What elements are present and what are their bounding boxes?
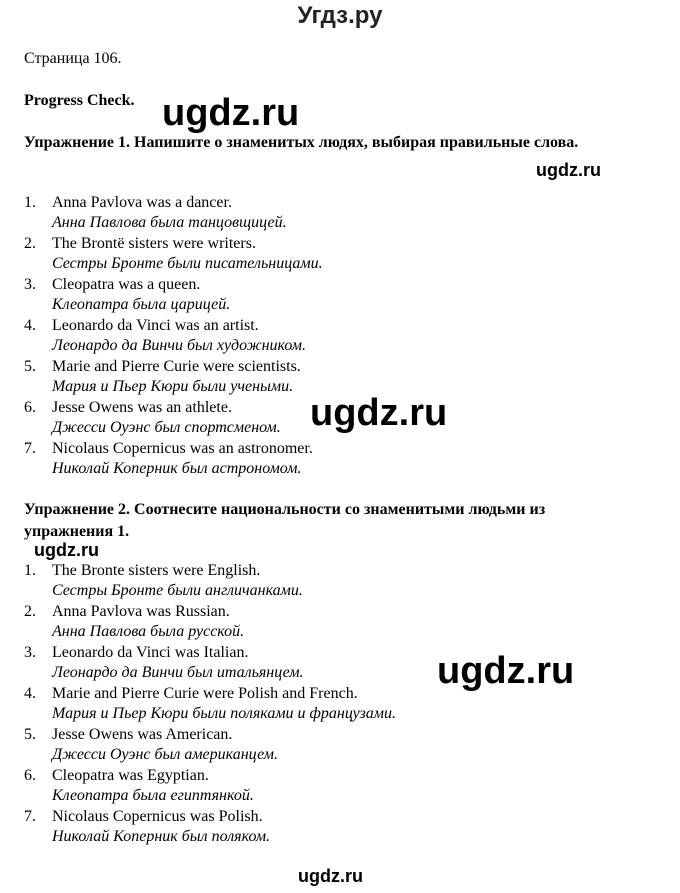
list-item: [24, 316, 584, 357]
item-number: 2.: [24, 235, 36, 252]
english-sentence: Jesse Owens was an athlete.: [52, 399, 232, 416]
item-number: 5.: [24, 358, 36, 375]
russian-translation: Леонардо да Винчи был художником.: [52, 337, 306, 354]
english-sentence: Cleopatra was a queen.: [52, 276, 201, 293]
watermark: ugdz.ru: [34, 540, 99, 560]
english-sentence: Cleopatra was Egyptian.: [52, 767, 209, 784]
list-item: [24, 725, 584, 766]
item-number: 5.: [24, 726, 36, 743]
item-number: 6.: [24, 767, 36, 784]
watermark: ugdz.ru: [437, 650, 575, 692]
list-item: [24, 807, 584, 848]
item-number: 4.: [24, 317, 36, 334]
item-number: 1.: [24, 562, 36, 579]
item-number: 6.: [24, 399, 36, 416]
watermark: ugdz.ru: [298, 866, 363, 886]
item-number: 1.: [24, 194, 36, 211]
list-item: [24, 275, 584, 316]
list-item: [24, 561, 584, 602]
section-title: Progress Check.: [24, 92, 135, 109]
english-sentence: The Brontë sisters were writers.: [52, 235, 256, 252]
item-number: 3.: [24, 276, 36, 293]
russian-translation: Джесси Оуэнс был американцем.: [52, 746, 278, 763]
russian-translation: Сестры Бронте были англичанками.: [52, 582, 303, 599]
exercise-2-list: [24, 561, 584, 848]
item-number: 2.: [24, 603, 36, 620]
page-number: Страница 106.: [24, 50, 122, 67]
list-item: [24, 602, 584, 643]
russian-translation: Николай Коперник был поляком.: [52, 828, 271, 845]
list-item: [24, 234, 584, 275]
list-item: [24, 439, 584, 480]
exercise-2-heading: Упражнение 2. Соотнесите национальности со знаменитыми людьми из упражнения 1.: [24, 501, 546, 540]
english-sentence: The Bronte sisters were English.: [52, 562, 261, 579]
list-item: [24, 398, 584, 439]
watermark: ugdz.ru: [536, 160, 601, 180]
russian-translation: Джесси Оуэнс был спортсменом.: [52, 419, 281, 436]
list-item: [24, 766, 584, 807]
english-sentence: Marie and Pierre Curie were Polish and French.: [52, 685, 358, 702]
site-title: Угдз.ру: [297, 2, 383, 29]
exercise-1-list: [24, 193, 584, 480]
item-number: 3.: [24, 644, 36, 661]
english-sentence: Anna Pavlova was a dancer.: [52, 194, 232, 211]
watermark: ugdz.ru: [310, 392, 448, 434]
exercise-1-heading: Упражнение 1. Напишите о знаменитых людях, выбирая правильные слова.: [24, 134, 579, 151]
russian-translation: Сестры Бронте были писательницами.: [52, 255, 323, 272]
english-sentence: Marie and Pierre Curie were scientists.: [52, 358, 301, 375]
russian-translation: Клеопатра была египтянкой.: [52, 787, 254, 804]
russian-translation: Николай Коперник был астрономом.: [52, 460, 302, 477]
english-sentence: Leonardo da Vinci was Italian.: [52, 644, 249, 661]
english-sentence: Nicolaus Copernicus was Polish.: [52, 808, 263, 825]
english-sentence: Nicolaus Copernicus was an astronomer.: [52, 440, 313, 457]
item-number: 7.: [24, 440, 36, 457]
russian-translation: Мария и Пьер Кюри были учеными.: [52, 378, 294, 395]
russian-translation: Мария и Пьер Кюри были поляками и французами.: [52, 705, 396, 722]
list-item: [24, 357, 584, 398]
russian-translation: Анна Павлова была танцовщицей.: [52, 214, 287, 231]
item-number: 4.: [24, 685, 36, 702]
russian-translation: Анна Павлова была русской.: [52, 623, 245, 640]
english-sentence: Leonardo da Vinci was an artist.: [52, 317, 259, 334]
english-sentence: Anna Pavlova was Russian.: [52, 603, 230, 620]
list-item: [24, 193, 584, 234]
russian-translation: Леонардо да Винчи был итальянцем.: [52, 664, 304, 681]
item-number: 7.: [24, 808, 36, 825]
english-sentence: Jesse Owens was American.: [52, 726, 233, 743]
russian-translation: Клеопатра была царицей.: [52, 296, 231, 313]
watermark: ugdz.ru: [162, 92, 300, 134]
